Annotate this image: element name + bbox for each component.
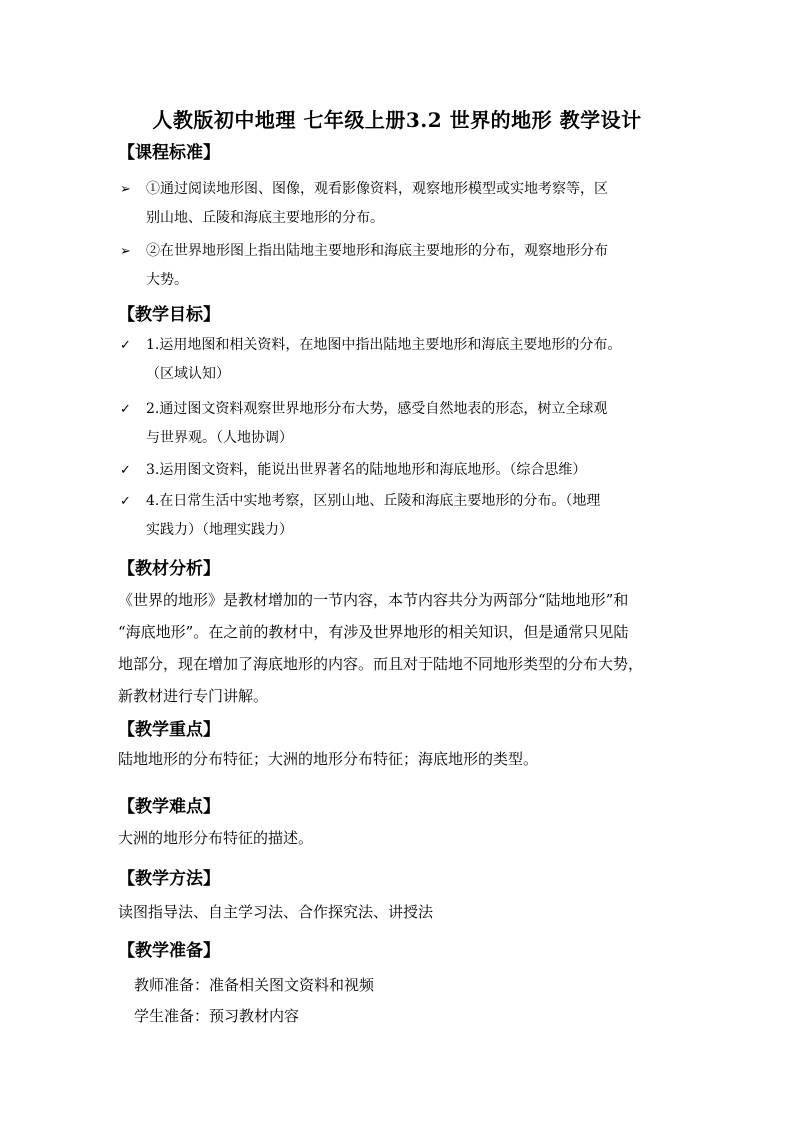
objective-item-line: 2.通过图文资料观察世界地形分布大势，感受自然地表的形态，树立全球观 (146, 401, 608, 417)
objective-item-line: （区域认知） (146, 366, 230, 382)
curriculum-item-line: ①通过阅读地形图、图像，观看影像资料，观察地形模型或实地考察等，区 (146, 181, 608, 197)
analysis-line: “海底地形”。在之前的教材中，有涉及世界地形的相关知识，但是通常只见陆 (118, 623, 629, 641)
checkmark-icon: ✓ (120, 338, 131, 353)
curriculum-item-line: 别山地、丘陵和海底主要地形的分布。 (146, 210, 384, 226)
curriculum-item-line: 大势。 (146, 272, 188, 288)
objective-item-line: 实践力）（地理实践力） (146, 522, 293, 538)
objective-item (120, 331, 680, 389)
teacher-preparation: 教师准备：准备相关图文资料和视频 (134, 976, 375, 994)
objective-item-line: 1.运用地图和相关资料，在地图中指出陆地主要地形和海底主要地形的分布。 (146, 337, 622, 353)
arrow-bullet-icon: ➢ (120, 244, 131, 259)
heading-preparation: 【教学准备】 (118, 941, 220, 961)
difficulties-text: 大洲的地形分布特征的描述。 (118, 829, 314, 847)
heading-objectives: 【教学目标】 (118, 305, 220, 325)
objective-item (120, 456, 680, 485)
objective-item (120, 395, 680, 453)
curriculum-item (120, 237, 680, 295)
heading-analysis: 【教材分析】 (118, 559, 220, 579)
document-title: 人教版初中地理 七年级上册3.2 世界的地形 教学设计 (152, 108, 642, 132)
heading-curriculum: 【课程标准】 (118, 143, 220, 163)
checkmark-icon: ✓ (120, 463, 131, 478)
heading-difficulties: 【教学难点】 (118, 797, 220, 817)
analysis-line: 《世界的地形》是教材增加的一节内容，本节内容共分为两部分“陆地地形”和 (118, 591, 629, 609)
methods-text: 读图指导法、自主学习法、合作探究法、讲授法 (118, 903, 434, 921)
objective-item-line: 3.运用图文资料，能说出世界著名的陆地地形和海底地形。（综合思维） (146, 462, 587, 478)
curriculum-item-line: ②在世界地形图上指出陆地主要地形和海底主要地形的分布，观察地形分布 (146, 243, 608, 259)
key-points-text: 陆地地形的分布特征；大洲的地形分布特征；海底地形的类型。 (118, 750, 539, 768)
heading-key-points: 【教学重点】 (118, 720, 220, 740)
student-preparation: 学生准备：预习教材内容 (134, 1007, 300, 1025)
checkmark-icon: ✓ (120, 494, 131, 509)
checkmark-icon: ✓ (120, 402, 131, 417)
curriculum-item (120, 175, 680, 233)
objective-item (120, 487, 680, 545)
objective-item-line: 与世界观。（人地协调） (146, 430, 293, 446)
objective-item-line: 4.在日常生活中实地考察，区别山地、丘陵和海底主要地形的分布。（地理 (146, 493, 601, 509)
analysis-paragraph (118, 584, 678, 712)
arrow-bullet-icon: ➢ (120, 182, 131, 197)
heading-methods: 【教学方法】 (118, 869, 220, 889)
analysis-line: 新教材进行专门讲解。 (118, 687, 269, 705)
analysis-line: 地部分，现在增加了海底地形的内容。而且对于陆地不同地形类型的分布大势， (118, 655, 644, 673)
